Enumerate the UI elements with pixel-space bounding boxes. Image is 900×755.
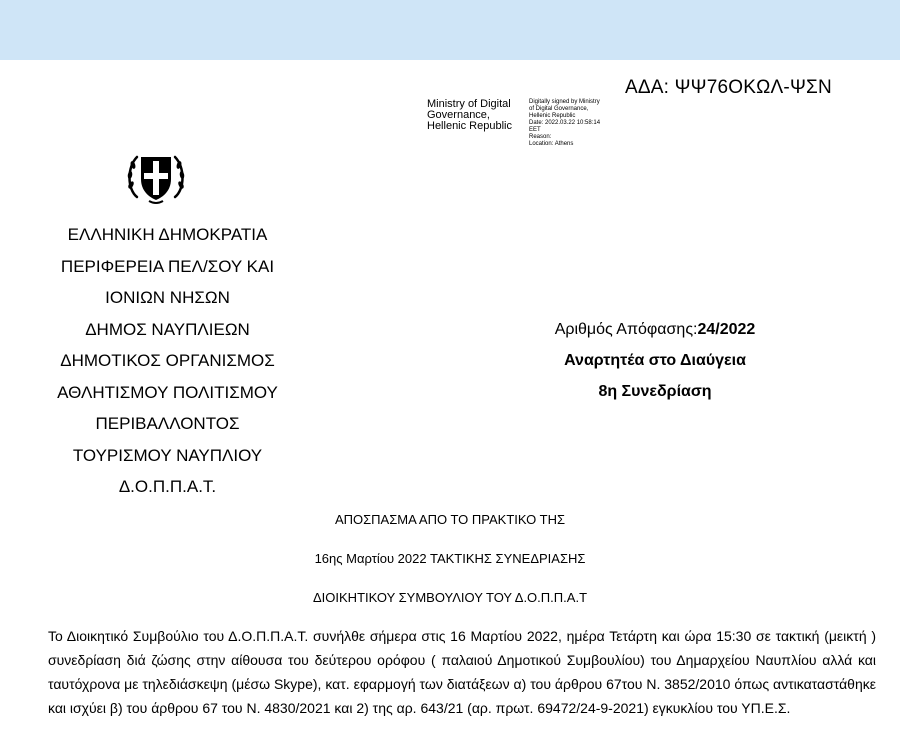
authority-line: ΠΕΡΙΦΕΡΕΙΑ ΠΕΛ/ΣΟΥ ΚΑΙ <box>60 256 275 276</box>
extract-session-date: 16ης Μαρτίου 2022 ΤΑΚΤΙΚΗΣ ΣΥΝΕΔΡΙΑΣΗΣ <box>314 551 586 566</box>
session-number: 8η Συνεδρίαση <box>598 383 712 400</box>
top-banner <box>0 0 900 60</box>
signature-detail-line: Date: 2022.03.22 10:58:14 <box>529 120 601 126</box>
authority-line: ΙΟΝΙΩΝ ΝΗΣΩΝ <box>105 288 230 307</box>
issuing-authority <box>25 219 310 503</box>
ada-code: ΑΔΑ: ΨΨ76ΟΚΩΛ-ΨΣΝ <box>625 77 832 98</box>
signature-signer <box>427 99 512 132</box>
signature-detail-line: Location: Athens <box>529 141 574 147</box>
authority-line: ΔΗΜΟΤΙΚΟΣ ΟΡΓΑΝΙΣΜΟΣ <box>60 351 275 370</box>
body-paragraph: Το Διοικητικό Συμβούλιο του Δ.Ο.Π.Π.Α.Τ. συνήλθε σήμερα στις 16 Μαρτίου 2022, ημέρα Τετάρτη και ώρα 15:30 σε τακτική (μεικτή ) συνεδρίαση διά ζώσης στην αίθουσα του δεύτερου ορόφου ( παλαιού Δημοτικού Συμβουλίου) του Δημαρχείου Ναυπλίου αλλά και ταυτόχρονα με τηλεδιάσκεψη (μέσω Skype), κατ. εφαρμογή των διατάξεων α) του άρθρου 67του Ν. 3852/2010 όπως αντικαταστάθηκε και ισχύει β) του άρθρου 67 του Ν. 4830/2021 και 2) της αρ. 643/21 (αρ. πρωτ. 69472/24-9-2021) εγκυκλίου του ΥΠ.Ε.Σ. <box>48 628 876 716</box>
signature-detail-line: Reason: <box>529 134 552 140</box>
extract-title: ΑΠΟΣΠΑΣΜΑ ΑΠΟ ΤΟ ΠΡΑΚΤΙΚΟ ΤΗΣ <box>334 512 566 527</box>
signature-detail-line: of Digital Governance, <box>529 106 589 112</box>
extract-board: ΔΙΟΙΚΗΤΙΚΟΥ ΣΥΜΒΟΥΛΙΟΥ ΤΟΥ Δ.Ο.Π.Π.Α.Τ <box>312 590 588 605</box>
diavgeia-note: Αναρτητέα στο Διαύγεια <box>564 352 746 369</box>
decision-number-label: Αριθμός Απόφασης: <box>554 321 698 338</box>
decision-number <box>505 314 805 345</box>
signature-signer-line: Hellenic Republic <box>427 120 512 132</box>
decision-info <box>505 314 805 407</box>
signature-detail-line: Hellenic Republic <box>529 113 576 119</box>
signature-detail-line: EET <box>529 127 541 133</box>
authority-line: ΠΕΡΙΒΑΛΛΟΝΤΟΣ <box>95 414 240 433</box>
authority-line: Δ.Ο.Π.Π.Α.Τ. <box>118 477 217 496</box>
signature-detail-line: Digitally signed by Ministry <box>529 99 600 105</box>
signature-details <box>529 99 600 148</box>
signature-signer-line: Ministry of Digital <box>427 98 511 110</box>
authority-line: ΔΗΜΟΣ ΝΑΥΠΛΙΕΩΝ <box>85 319 250 339</box>
authority-line: ΑΘΛΗΤΙΣΜΟΥ ΠΟΛΙΤΙΣΜΟΥ <box>57 382 278 402</box>
authority-line: ΤΟΥΡΙΣΜΟΥ ΝΑΥΠΛΙΟΥ <box>72 445 263 465</box>
decision-number-value: 24/2022 <box>697 321 756 338</box>
signature-signer-line: Governance, <box>427 109 490 121</box>
authority-line: ΕΛΛΗΝΙΚΗ ΔΗΜΟΚΡΑΤΙΑ <box>67 225 268 244</box>
greek-coat-of-arms-icon <box>125 149 187 205</box>
